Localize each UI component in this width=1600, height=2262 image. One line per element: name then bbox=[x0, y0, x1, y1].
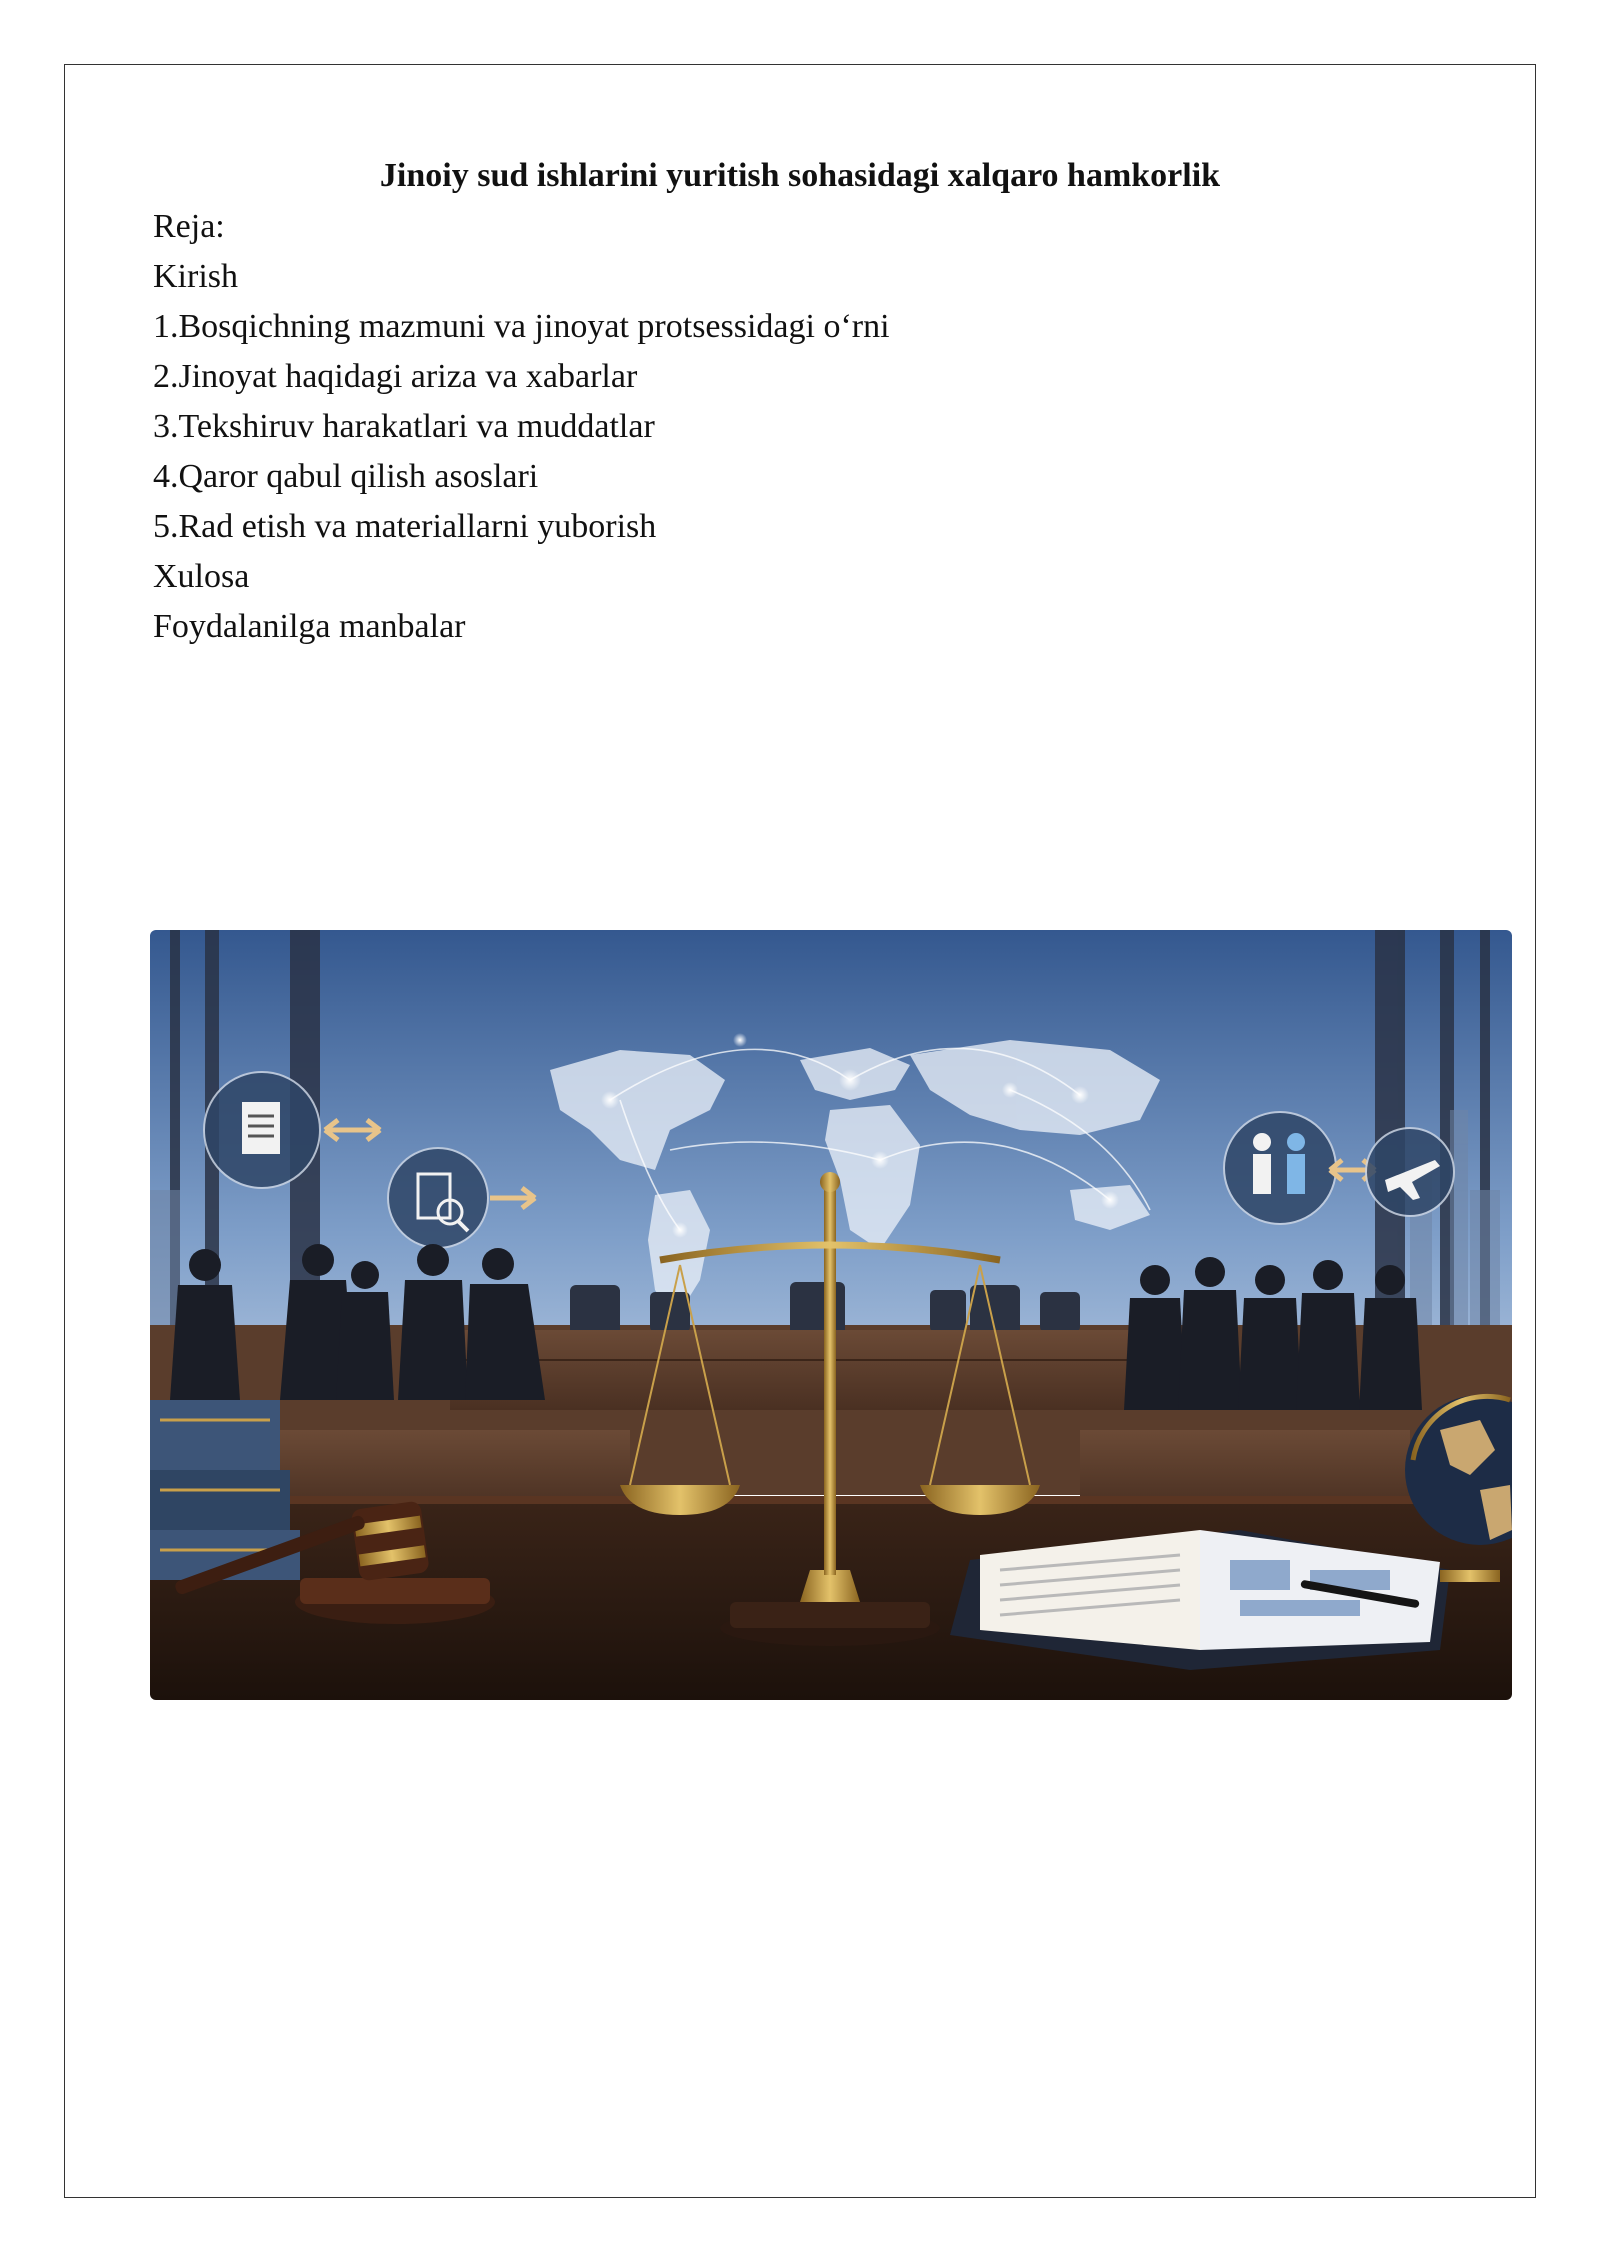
plan-heading: Reja: bbox=[153, 208, 225, 245]
plan-item: 2.Jinoyat haqidagi ariza va xabarlar bbox=[153, 358, 638, 395]
plan-item: 4.Qaror qabul qilish asoslari bbox=[153, 458, 539, 495]
plan-list bbox=[153, 202, 890, 652]
plan-item: 3.Tekshiruv harakatlari va muddatlar bbox=[153, 408, 655, 445]
document-title: Jinoiy sud ishlarini yuritish sohasidagi xalqaro hamkorlik bbox=[379, 157, 1221, 194]
plan-item: 5.Rad etish va materiallarni yuborish bbox=[153, 508, 657, 545]
airplane-icon bbox=[1366, 1128, 1454, 1216]
people-silhouettes-right bbox=[1124, 1257, 1422, 1410]
plan-item: 1.Bosqichning mazmuni va jinoyat protsessidagi o‘rni bbox=[153, 308, 890, 345]
plan-item: Kirish bbox=[153, 258, 238, 295]
courtroom-illustration bbox=[150, 930, 1512, 1700]
plan-item: Foydalanilga manbalar bbox=[153, 608, 466, 645]
plan-item: Xulosa bbox=[153, 558, 250, 595]
